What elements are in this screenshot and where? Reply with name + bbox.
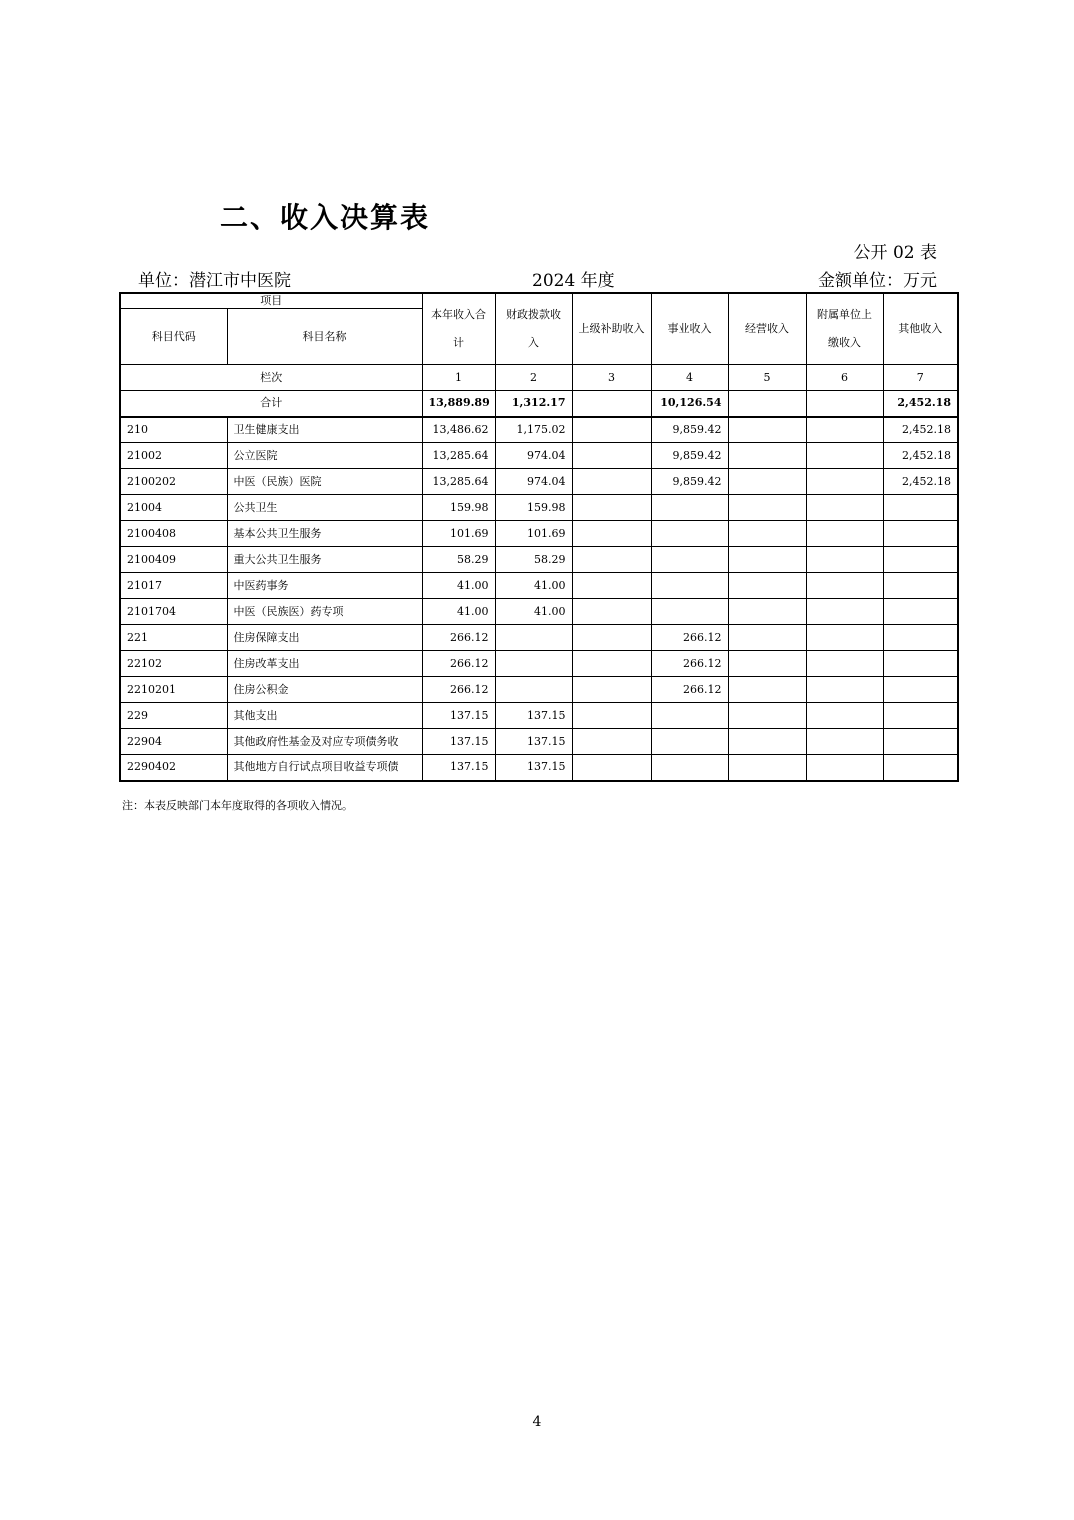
subject-code: 2100408 [120, 521, 227, 547]
amount-cell [728, 547, 806, 573]
amount-cell [651, 573, 728, 599]
amount-cell [495, 677, 572, 703]
form-number: 公开 02 表 [853, 243, 937, 263]
table-body [120, 417, 958, 781]
subject-name: 其他支出 [227, 703, 422, 729]
amount-cell [572, 521, 651, 547]
table-row [120, 573, 958, 599]
column-index-cell: 4 [651, 365, 728, 391]
amount-cell: 58.29 [422, 547, 495, 573]
amount-cell [572, 417, 651, 443]
table-row [120, 729, 958, 755]
amount-cell: 266.12 [651, 625, 728, 651]
amount-cell [883, 677, 958, 703]
amount-cell [728, 729, 806, 755]
amount-cell [728, 599, 806, 625]
amount-cell: 266.12 [651, 651, 728, 677]
amount-cell [806, 547, 883, 573]
amount-cell: 137.15 [422, 729, 495, 755]
column-index-row [120, 365, 958, 391]
amount-cell: 9,859.42 [651, 469, 728, 495]
subject-name: 中医药事务 [227, 573, 422, 599]
amount-cell [806, 521, 883, 547]
total-cell: 10,126.54 [651, 391, 728, 417]
subject-name: 住房保障支出 [227, 625, 422, 651]
total-cell [572, 391, 651, 417]
table-row [120, 651, 958, 677]
table-row [120, 495, 958, 521]
amount-cell [806, 677, 883, 703]
amount-cell: 13,486.62 [422, 417, 495, 443]
subject-code: 229 [120, 703, 227, 729]
table-row [120, 469, 958, 495]
amount-cell [651, 703, 728, 729]
amount-cell [572, 677, 651, 703]
subject-name: 公立医院 [227, 443, 422, 469]
subject-code: 2210201 [120, 677, 227, 703]
amount-cell: 2,452.18 [883, 443, 958, 469]
amount-cell [495, 625, 572, 651]
subject-name: 中医（民族医）药专项 [227, 599, 422, 625]
amount-cell [883, 495, 958, 521]
subject-code: 2101704 [120, 599, 227, 625]
column-index-cell: 6 [806, 365, 883, 391]
amount-cell: 13,285.64 [422, 469, 495, 495]
page-number: 4 [532, 1414, 542, 1430]
subject-name: 重大公共卫生服务 [227, 547, 422, 573]
amount-cell: 974.04 [495, 443, 572, 469]
table-row [120, 599, 958, 625]
column-index-cell: 1 [422, 365, 495, 391]
amount-cell: 159.98 [422, 495, 495, 521]
amount-cell: 266.12 [422, 677, 495, 703]
amount-cell [572, 599, 651, 625]
amount-cell [883, 651, 958, 677]
total-cell [728, 391, 806, 417]
subject-name: 住房公积金 [227, 677, 422, 703]
amount-cell [572, 469, 651, 495]
subject-code: 2100409 [120, 547, 227, 573]
subject-code: 21004 [120, 495, 227, 521]
amount-cell [883, 547, 958, 573]
amount-cell [651, 599, 728, 625]
reporting-unit: 单位：潜江市中医院 [138, 271, 291, 291]
amount-cell [728, 625, 806, 651]
amount-cell: 13,285.64 [422, 443, 495, 469]
amount-cell [728, 417, 806, 443]
column-index-cell: 2 [495, 365, 572, 391]
total-cell: 2,452.18 [883, 391, 958, 417]
amount-cell [572, 495, 651, 521]
table-row [120, 443, 958, 469]
amount-cell [572, 547, 651, 573]
amount-cell: 101.69 [422, 521, 495, 547]
amount-cell: 2,452.18 [883, 469, 958, 495]
amount-cell: 9,859.42 [651, 417, 728, 443]
header-total-income: 本年收入合计 [422, 293, 495, 365]
amount-cell: 974.04 [495, 469, 572, 495]
amount-cell: 58.29 [495, 547, 572, 573]
amount-cell [728, 495, 806, 521]
amount-cell: 137.15 [495, 703, 572, 729]
amount-cell [651, 521, 728, 547]
amount-cell [651, 495, 728, 521]
amount-cell: 41.00 [495, 599, 572, 625]
subject-name: 卫生健康支出 [227, 417, 422, 443]
column-index-cell: 7 [883, 365, 958, 391]
subject-name: 住房改革支出 [227, 651, 422, 677]
subject-name: 中医（民族）医院 [227, 469, 422, 495]
subject-name: 公共卫生 [227, 495, 422, 521]
amount-cell: 137.15 [422, 703, 495, 729]
subject-code: 21017 [120, 573, 227, 599]
amount-cell [883, 729, 958, 755]
subject-code: 22904 [120, 729, 227, 755]
header-superior-subsidy: 上级补助收入 [572, 293, 651, 365]
header-other-income: 其他收入 [883, 293, 958, 365]
amount-cell [572, 625, 651, 651]
amount-cell: 41.00 [422, 573, 495, 599]
table-row [120, 521, 958, 547]
amount-cell [651, 547, 728, 573]
amount-cell [806, 417, 883, 443]
amount-cell: 1,175.02 [495, 417, 572, 443]
amount-cell [728, 443, 806, 469]
amount-cell [651, 729, 728, 755]
amount-cell: 2,452.18 [883, 417, 958, 443]
amount-cell [806, 495, 883, 521]
header-fiscal-appropriation: 财政拨款收入 [495, 293, 572, 365]
header-project: 项目 [120, 293, 422, 309]
total-cell [806, 391, 883, 417]
amount-cell: 41.00 [495, 573, 572, 599]
amount-unit: 金额单位：万元 [818, 271, 937, 291]
table-row [120, 547, 958, 573]
table-row [120, 677, 958, 703]
header-row-project [120, 293, 958, 309]
amount-cell [883, 755, 958, 781]
amount-cell [883, 625, 958, 651]
amount-cell [806, 729, 883, 755]
amount-cell: 137.15 [422, 755, 495, 781]
amount-cell: 9,859.42 [651, 443, 728, 469]
header-subject-code: 科目代码 [120, 309, 227, 365]
page-title: 二、收入决算表 [220, 201, 431, 234]
header-operational-income: 事业收入 [651, 293, 728, 365]
amount-cell [728, 573, 806, 599]
amount-cell: 266.12 [422, 651, 495, 677]
subject-code: 2290402 [120, 755, 227, 781]
subject-code: 21002 [120, 443, 227, 469]
amount-cell [572, 443, 651, 469]
column-index-cell: 5 [728, 365, 806, 391]
total-label: 合计 [120, 391, 422, 417]
amount-cell [728, 469, 806, 495]
total-row [120, 391, 958, 417]
amount-cell [651, 755, 728, 781]
subject-code: 22102 [120, 651, 227, 677]
subject-code: 221 [120, 625, 227, 651]
amount-cell [572, 651, 651, 677]
amount-cell [883, 521, 958, 547]
amount-cell [806, 599, 883, 625]
income-statement-table [119, 292, 959, 782]
amount-cell [806, 443, 883, 469]
table-row [120, 755, 958, 781]
amount-cell [728, 703, 806, 729]
subject-code: 2100202 [120, 469, 227, 495]
amount-cell [883, 703, 958, 729]
amount-cell [806, 573, 883, 599]
amount-cell [572, 573, 651, 599]
amount-cell [806, 469, 883, 495]
table-row [120, 703, 958, 729]
table-note: 注：本表反映部门本年度取得的各项收入情况。 [122, 799, 353, 812]
amount-cell [883, 599, 958, 625]
amount-cell [572, 755, 651, 781]
amount-cell: 101.69 [495, 521, 572, 547]
amount-cell: 266.12 [651, 677, 728, 703]
total-cell: 1,312.17 [495, 391, 572, 417]
header-business-income: 经营收入 [728, 293, 806, 365]
amount-cell [728, 677, 806, 703]
amount-cell [728, 755, 806, 781]
total-cell: 13,889.89 [422, 391, 495, 417]
amount-cell [728, 521, 806, 547]
amount-cell: 266.12 [422, 625, 495, 651]
amount-cell [806, 755, 883, 781]
table-row [120, 417, 958, 443]
subject-name: 其他地方自行试点项目收益专项债 [227, 755, 422, 781]
subject-code: 210 [120, 417, 227, 443]
table-row [120, 625, 958, 651]
amount-cell: 41.00 [422, 599, 495, 625]
amount-cell [806, 625, 883, 651]
amount-cell [883, 573, 958, 599]
column-index-label: 栏次 [120, 365, 422, 391]
header-subject-name: 科目名称 [227, 309, 422, 365]
amount-cell: 137.15 [495, 729, 572, 755]
amount-cell [728, 651, 806, 677]
fiscal-year: 2024 年度 [532, 271, 615, 291]
amount-cell: 137.15 [495, 755, 572, 781]
amount-cell [806, 651, 883, 677]
amount-cell [572, 703, 651, 729]
amount-cell [495, 651, 572, 677]
amount-cell: 159.98 [495, 495, 572, 521]
subject-name: 基本公共卫生服务 [227, 521, 422, 547]
subject-name: 其他政府性基金及对应专项债务收 [227, 729, 422, 755]
column-index-cell: 3 [572, 365, 651, 391]
amount-cell [572, 729, 651, 755]
amount-cell [806, 703, 883, 729]
header-affiliated-unit-income: 附属单位上缴收入 [806, 293, 883, 365]
